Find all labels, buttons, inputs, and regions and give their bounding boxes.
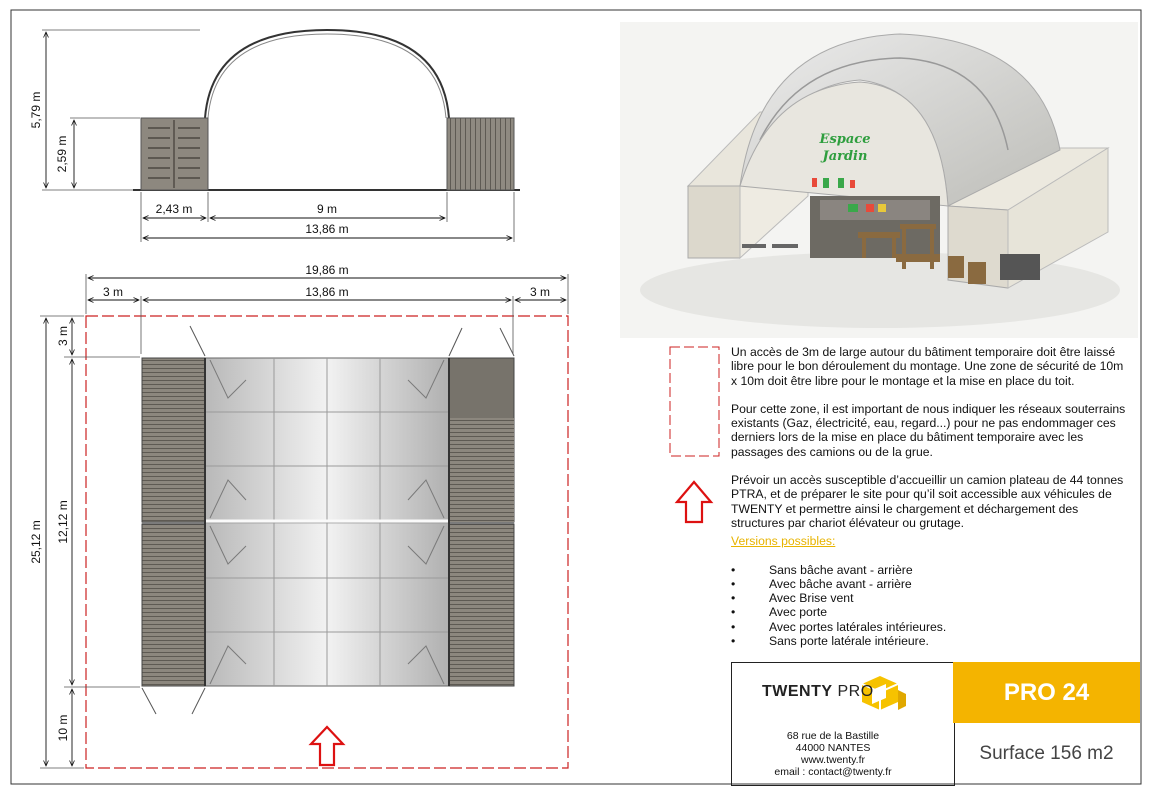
render-sign-line2: Jardin	[822, 149, 868, 164]
info-panel	[731, 345, 1131, 648]
right-container-bottom	[449, 524, 514, 686]
access-legend-arrow-icon	[677, 482, 711, 522]
dim-span: 9 m	[316, 202, 338, 216]
left-container-bottom	[142, 524, 205, 686]
company-website: www.twenty.fr	[801, 754, 865, 766]
info-paragraph-networks: Pour cette zone, il est important de nous indiquer les réseaux souterrains existants (Gaz, électricité, eau, regard...) pour ne pas endommager ces derniers lors de la mise en place du bâtiment temporaire avec les passages des camions ou de la grue.	[731, 401, 1126, 459]
version-item: • Avec bâche avant - arrière	[731, 577, 1131, 591]
brand-sub: PRO	[832, 683, 874, 700]
arch-roof-inner	[208, 34, 446, 118]
version-item: • Avec portes latérales intérieures.	[731, 620, 1131, 634]
clearance-legend-box	[670, 347, 719, 456]
dim-total-width: 19,86 m	[305, 263, 349, 277]
versions-section	[731, 534, 1131, 648]
product-model: PRO 24	[953, 662, 1140, 723]
access-arrow-icon	[311, 727, 343, 765]
dim-right-clearance: 3 m	[529, 285, 551, 299]
company-email: email : contact@twenty.fr	[774, 766, 892, 778]
building-render	[620, 22, 1138, 338]
dim-total-height: 5,79 m	[29, 91, 43, 129]
company-address	[752, 730, 914, 778]
arch-roof	[205, 30, 449, 118]
dim-container-width: 2,43 m	[155, 202, 193, 216]
dim-bottom-clearance: 10 m	[56, 714, 70, 742]
dim-left-clearance: 3 m	[102, 285, 124, 299]
right-container-front	[447, 118, 514, 190]
address-street: 68 rue de la Bastille	[786, 730, 880, 742]
company-brand	[762, 683, 874, 701]
version-item: • Sans bâche avant - arrière	[731, 563, 1131, 577]
elevation-view	[29, 30, 520, 242]
brand-main: TWENTY	[762, 683, 833, 700]
dim-overall-width: 13,86 m	[305, 222, 349, 236]
dim-building-width: 13,86 m	[305, 285, 349, 299]
version-item: • Avec Brise vent	[731, 591, 1131, 605]
dim-top-clearance: 3 m	[56, 325, 70, 347]
left-container-top	[142, 358, 205, 522]
product-surface: Surface 156 m2	[979, 742, 1114, 764]
address-city: 44000 NANTES	[795, 742, 871, 754]
dim-building-length: 12,12 m	[56, 500, 70, 544]
render-sign-line1: Espace	[819, 132, 871, 147]
versions-title: Versions possibles:	[731, 534, 836, 549]
dim-container-height: 2,59 m	[55, 135, 69, 173]
version-item: • Avec porte	[731, 605, 1131, 619]
plan-view	[29, 263, 568, 768]
dim-total-length: 25,12 m	[29, 520, 43, 564]
versions-list	[731, 563, 1131, 649]
version-item: • Sans porte latérale intérieure.	[731, 634, 1131, 648]
info-paragraph-truck-access: Prévoir un accès susceptible d’accueillir un camion plateau de 44 tonnes PTRA, et de préparer le site pour qu’il soit accessible aux véhicules de TWENTY et permettre ainsi le chargement et déchargement des structures par chariot élévateur ou grutage.	[731, 473, 1124, 530]
info-paragraph-clearance: Un accès de 3m de large autour du bâtiment temporaire doit être laissé libre pour le bon déroulement du montage. Une zone de sécurité de 10m x 10m doit être libre pour le montage et la mise en place du toit.	[731, 345, 1124, 388]
